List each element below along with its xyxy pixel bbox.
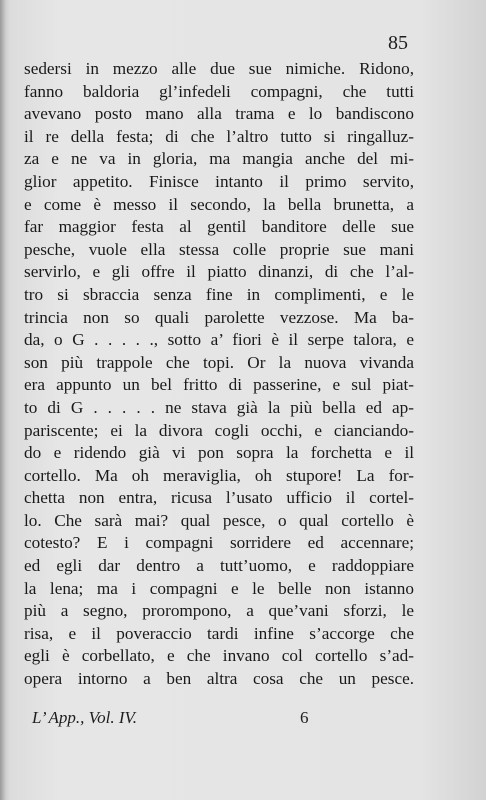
text-line: la lena; ma i compagni e le belle non istanno [24,578,414,598]
page-gutter-shadow [0,0,6,800]
text-line: da, o G . . . . ., sotto a’ fiori è il serpe talora, e [24,330,414,350]
text-line: risa, e il poveraccio tardi infine s’accorge che [24,623,414,643]
body-text [24,58,414,691]
text-line: egli è corbellato, e che invano col cortello s’ad- [24,646,414,666]
text-line: servirlo, e gli offre il piatto dinanzi, di che l’al- [24,262,414,282]
text-line: son più trappole che topi. Or la nuova vivanda [24,352,414,372]
text-line: ed egli dar dentro a tutt’uomo, e raddoppiare [24,556,414,576]
text-line: opera intorno a ben altra cosa che un pesce. [24,669,414,689]
text-line: cotesto? E i compagni sorridere ed accennare; [24,533,414,553]
text-line: chetta non entra, ricusa l’usato ufficio il cortel- [24,488,414,508]
text-line: far maggior festa al gentil banditore delle sue [24,217,414,237]
text-line: do e ridendo già vi pon sopra la forchetta e il [24,443,414,463]
page-footer [32,708,332,732]
signature-mark: L’ App., Vol. IV. [32,708,138,727]
text-line: era appunto un bel fritto di passerine, e sul piat- [24,375,414,395]
text-line: cortello. Ma oh meraviglia, oh stupore! La for- [24,465,414,485]
text-line: avevano posto mano alla trama e lo bandiscono [24,104,414,124]
text-line: più a segno, prorompono, a que’vani sforzi, le [24,601,414,621]
text-line: tro si sbraccia senza fine in complimenti, e le [24,284,414,304]
text-line: sedersi in mezzo alle due sue nimiche. Ridono, [24,59,414,78]
text-line: glior appetito. Finisce intanto il primo servito, [24,171,414,191]
text-line: za e ne va in gloria, ma mangia anche del mi- [24,149,414,169]
text-line: fanno baldoria gl’infedeli compagni, che tutti [24,81,414,101]
text-line: trincia non so quali parolette vezzose. Ma ba- [24,307,414,327]
text-line: pariscente; ei la divora cogli occhi, e cianciando- [24,420,414,440]
sheet-number: 6 [300,708,309,727]
text-line: lo. Che sarà mai? qual pesce, o qual cortello è [24,510,414,530]
page-number: 85 [388,32,408,54]
text-line: pesche, vuole ella stessa colle proprie sue mani [24,239,414,259]
text-line: il re della festa; di che l’altro tutto si ringalluz- [24,126,414,146]
text-line: e come è messo il secondo, la bella brunetta, a [24,194,414,214]
text-line: to di G . . . . . ne stava già la più bella ed ap- [24,397,414,417]
